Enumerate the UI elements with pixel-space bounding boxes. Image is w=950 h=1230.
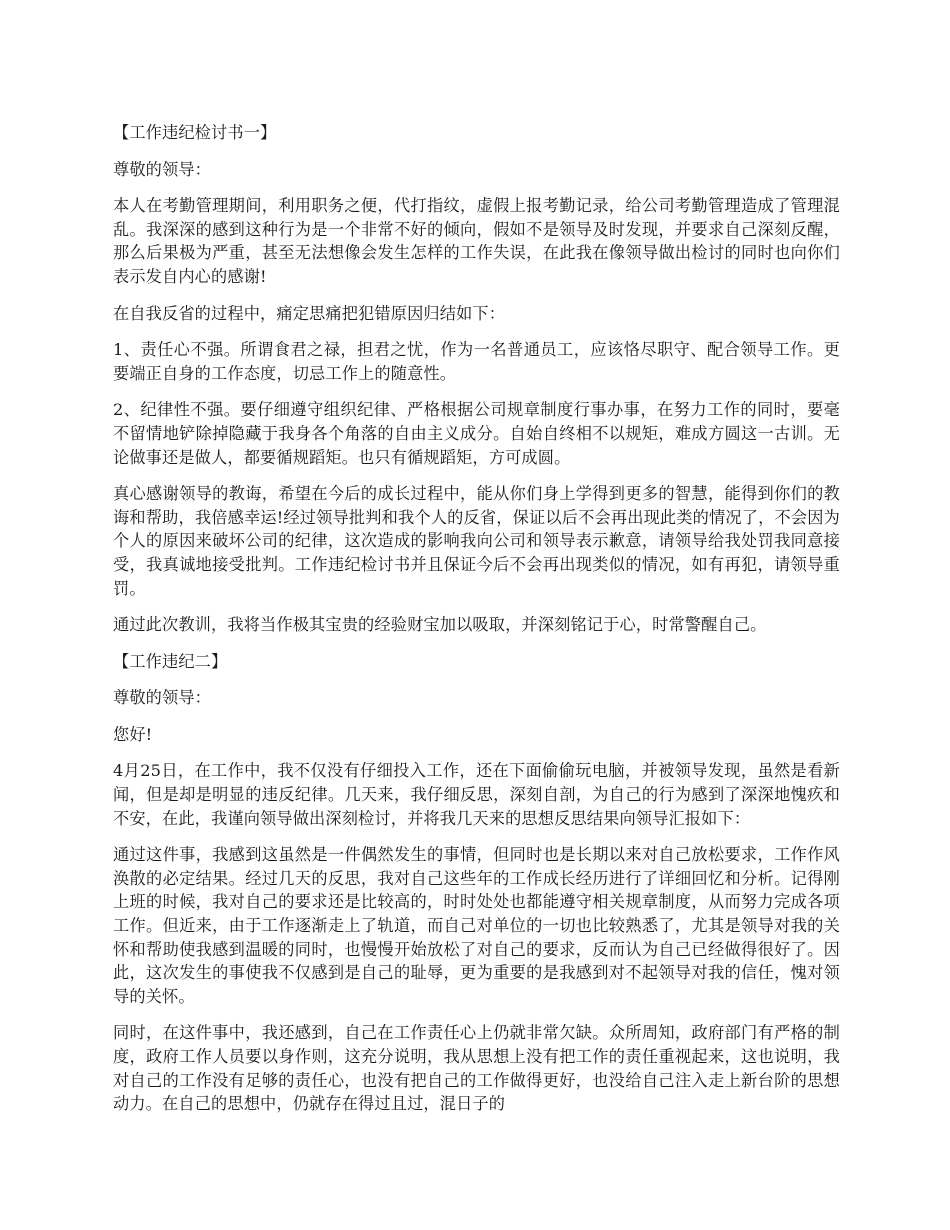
paragraph-reflection-lead: 在自我反省的过程中，痛定思痛把犯错原因归结如下： bbox=[113, 303, 506, 323]
paragraph-point-2: 2、纪律性不强。要仔细遵守组织纪律、严格根据公司规章制度行事办事，在努力工作的同时，要毫不留情地铲除掉隐藏于我身各个角落的自由主义成分。自始自终相不以规矩，难成方圆这一古训。无论做事还是做人，都要循规蹈矩。也只有循规蹈矩，方可成圆。 bbox=[113, 400, 840, 467]
document-body bbox=[113, 121, 840, 1116]
salutation-2: 尊敬的领导： bbox=[113, 688, 212, 708]
salutation-1: 尊敬的领导： bbox=[113, 159, 212, 179]
paragraph-responsibility: 同时，在这件事中，我还感到，自己在工作责任心上仍就非常欠缺。众所周知，政府部门有严格的制度，政府工作人员要以身作则，这充分说明，我从思想上没有把工作的责任重视起来，这也说明，我对自己的工作没有足够的责任心，也没有把自己的工作做得更好，也没给自己注入走上新台阶的思想动力。在自己的思想中，仍就存在得过且过，混日子的 bbox=[113, 1023, 840, 1114]
paragraph-analysis: 通过这件事，我感到这虽然是一件偶然发生的事情，但同时也是长期以来对自己放松要求，工作作风涣散的必定结果。经过几天的反思，我对自己这些年的工作成长经历进行了详细回忆和分析。记得刚上班的时候，我对自己的要求还是比较高的，时时处处也都能遵守相关规章制度，从而努力完成各项工作。但近来，由于工作逐渐走上了轨道，而自己对单位的一切也比较熟悉了，尤其是领导对我的关怀和帮助使我感到温暖的同时，也慢慢开始放松了对自己的要求，反而认为自己已经做得很好了。因此，这次发生的事使我不仅感到是自己的耻辱，更为重要的是我感到对不起领导对我的信任，愧对领导的关怀。 bbox=[113, 845, 840, 1006]
section-title-2: 【工作违纪二】 bbox=[113, 651, 228, 671]
paragraph-point-1: 1、责任心不强。所谓食君之禄，担君之忧，作为一名普通员工，应该恪尽职守、配合领导工作。更要端正自身的工作态度，切忌工作上的随意性。 bbox=[113, 340, 840, 383]
paragraph-intro-1: 本人在考勤管理期间，利用职务之便，代打指纹，虚假上报考勤记录，给公司考勤管理造成了管理混乱。我深深的感到这种行为是一个非常不好的倾向，假如不是领导及时发现，并要求自己深刻反醒，那么后果极为严重，甚至无法想像会发生怎样的工作失误，在此我在像领导做出检讨的同时也向你们表示发自内心的感谢! bbox=[113, 196, 840, 286]
greeting: 您好! bbox=[113, 724, 153, 744]
section-title-1: 【工作违纪检讨书一】 bbox=[113, 123, 277, 142]
paragraph-thanks: 真心感谢领导的教诲，希望在今后的成长过程中，能从你们身上学得到更多的智慧，能得到你们的教诲和帮助，我倍感幸运!经过领导批判和我个人的反省，保证以后不会再出现此类的情况了，不会因为个人的原因来破坏公司的纪律，这次造成的影响我向公司和领导表示歉意，请领导给我处罚我同意接受，我真诚地接受批判。工作违纪检讨书并且保证今后不会再出现类似的情况，如有再犯，请领导重罚。 bbox=[113, 484, 840, 598]
paragraph-incident: 4月25日，在工作中，我不仅没有仔细投入工作，还在下面偷偷玩电脑，并被领导发现，虽然是看新闻，但是却是明显的违反纪律。几天来，我仔细反思，深刻自剖，为自己的行为感到了深深地愧疚和不安，在此，我谨向领导做出深刻检讨，并将我几天来的思想反思结果向领导汇报如下： bbox=[113, 761, 840, 828]
paragraph-lesson: 通过此次教训，我将当作极其宝贵的经验财宝加以吸取，并深刻铭记于心，时常警醒自己。 bbox=[113, 615, 767, 635]
